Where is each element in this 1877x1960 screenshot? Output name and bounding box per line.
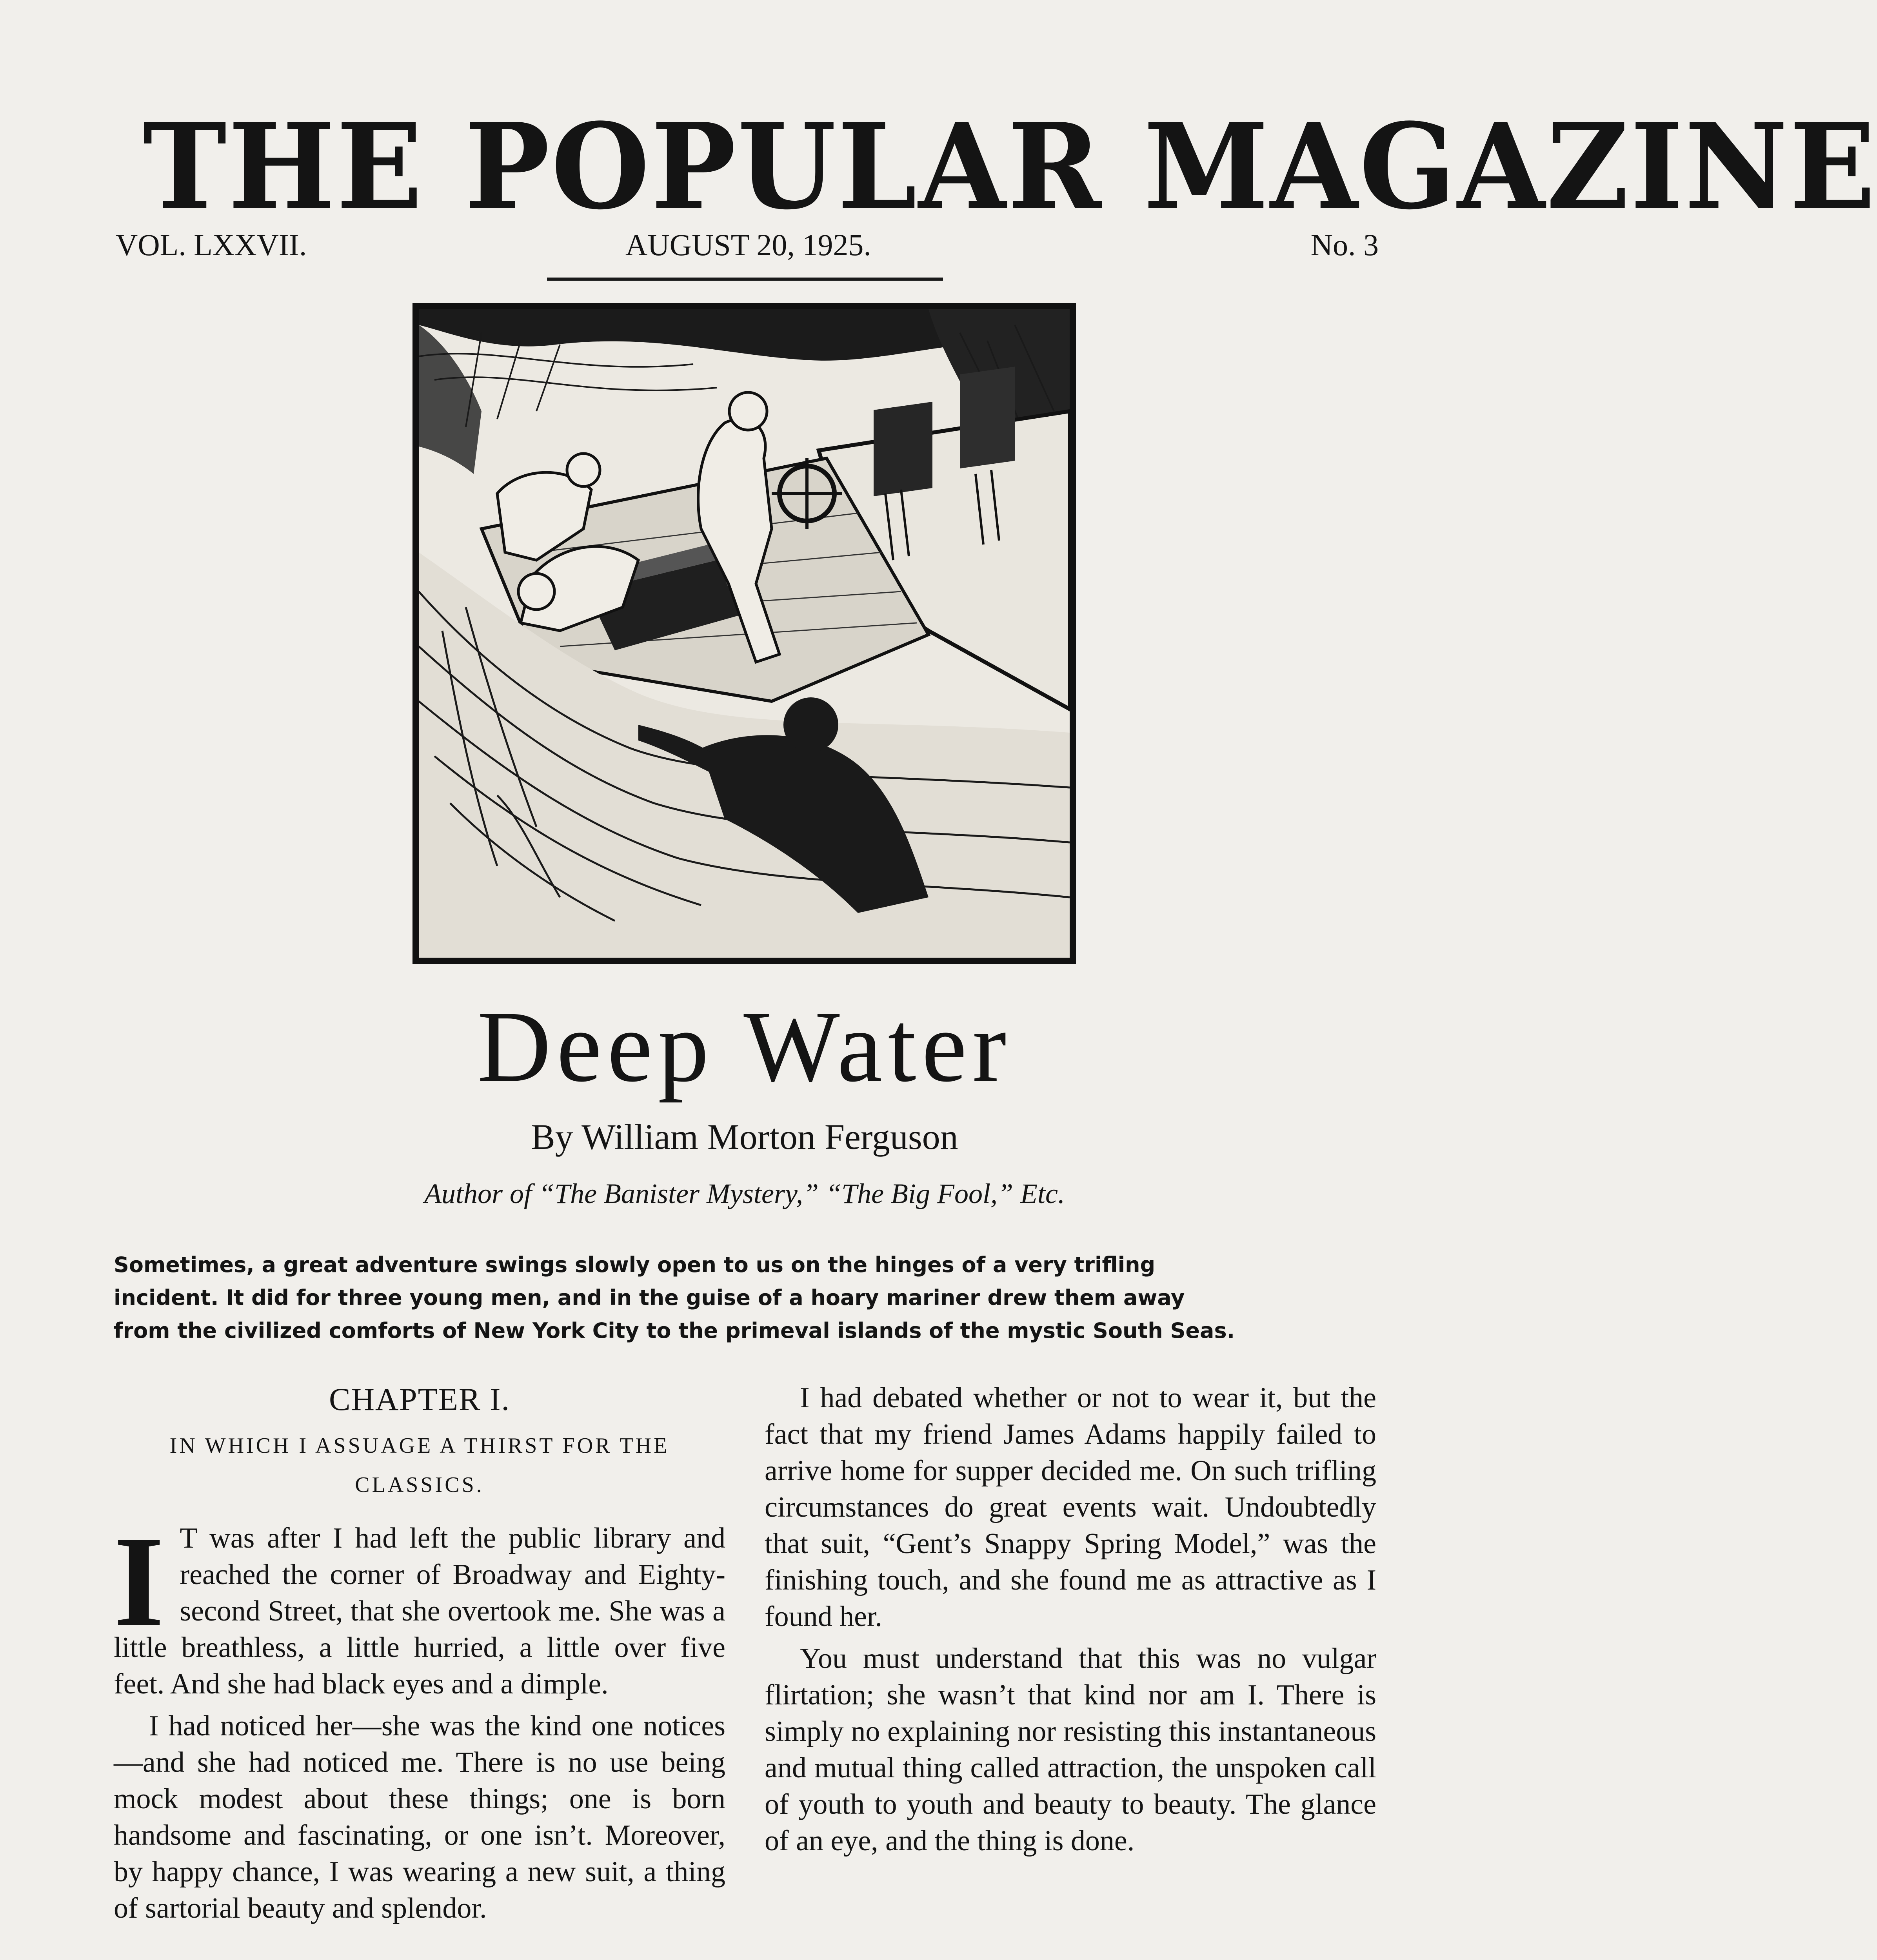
paragraph: You must understand that this was no vulgar flirtation; she wasn’t that kind nor am I. There is simply no explaining nor resisting this instantaneous and mutual thing called attraction, the unspoken call of youth to youth and beauty to beauty. The glance of an eye, and the thing is done.	[765, 1642, 1376, 1857]
paragraph: I had noticed her—she was the kind one notices—and she had noticed me. There is no use being mock modest about these things; one is born handsome and fascinating, or one isn’t. Moreover, by happy chance, I was wearing a new suit, a thing of sartorial beauty and splendor.	[114, 1710, 725, 1924]
issue-date: AUGUST 20, 1925.	[625, 228, 871, 262]
story-title: Deep Water	[477, 990, 1012, 1103]
text-column-left	[114, 1380, 725, 1932]
story-illustration	[412, 303, 1076, 964]
chapter-heading: CHAPTER I.	[329, 1381, 510, 1417]
blurb-line: from the civilized comforts of New York City to the primeval islands of the mystic South Seas.	[114, 1318, 1235, 1343]
volume-number: VOL. LXXVII.	[116, 228, 307, 262]
masthead-divider	[547, 278, 943, 281]
magazine-title: THE POPULAR MAGAZINE	[142, 97, 1877, 236]
chapter-subtitle	[114, 1426, 725, 1504]
chapter-subtitle-line: CLASSICS.	[355, 1473, 484, 1497]
author-previous-works: Author of “The Banister Mystery,” “The Big Fool,” Etc.	[424, 1178, 1065, 1209]
story-blurb	[114, 1249, 1376, 1347]
text-column-right	[765, 1380, 1376, 1865]
paragraph: I had debated whether or not to wear it, but the fact that my friend James Adams happily failed to arrive home for supper decided me. On such trifling circumstances do great events wait. Undoubtedly that suit, “Gent’s Snappy Spring Model,” was the finishing touch, and she found me as attractive as I found her.	[765, 1382, 1376, 1633]
chapter-subtitle-line: IN WHICH I ASSUAGE A THIRST FOR THE	[169, 1434, 670, 1458]
author-byline: By William Morton Ferguson	[531, 1117, 958, 1157]
paragraph	[114, 1510, 725, 1702]
drop-cap: I	[114, 1510, 164, 1653]
issue-number: No. 3	[1310, 228, 1379, 262]
boat-scene-drawing	[419, 309, 1070, 958]
blurb-line: incident. It did for three young men, and in the guise of a hoary mariner drew them away	[114, 1285, 1185, 1310]
paragraph-text: T was after I had left the public library and reached the corner of Broadway and Eighty-second Street, that she overtook me. She was a little breathless, a little hurried, a little over five feet. And she had black eyes and a dimple.	[114, 1522, 725, 1700]
blurb-line: Sometimes, a great adventure swings slowly open to us on the hinges of a very trifling	[114, 1252, 1156, 1277]
